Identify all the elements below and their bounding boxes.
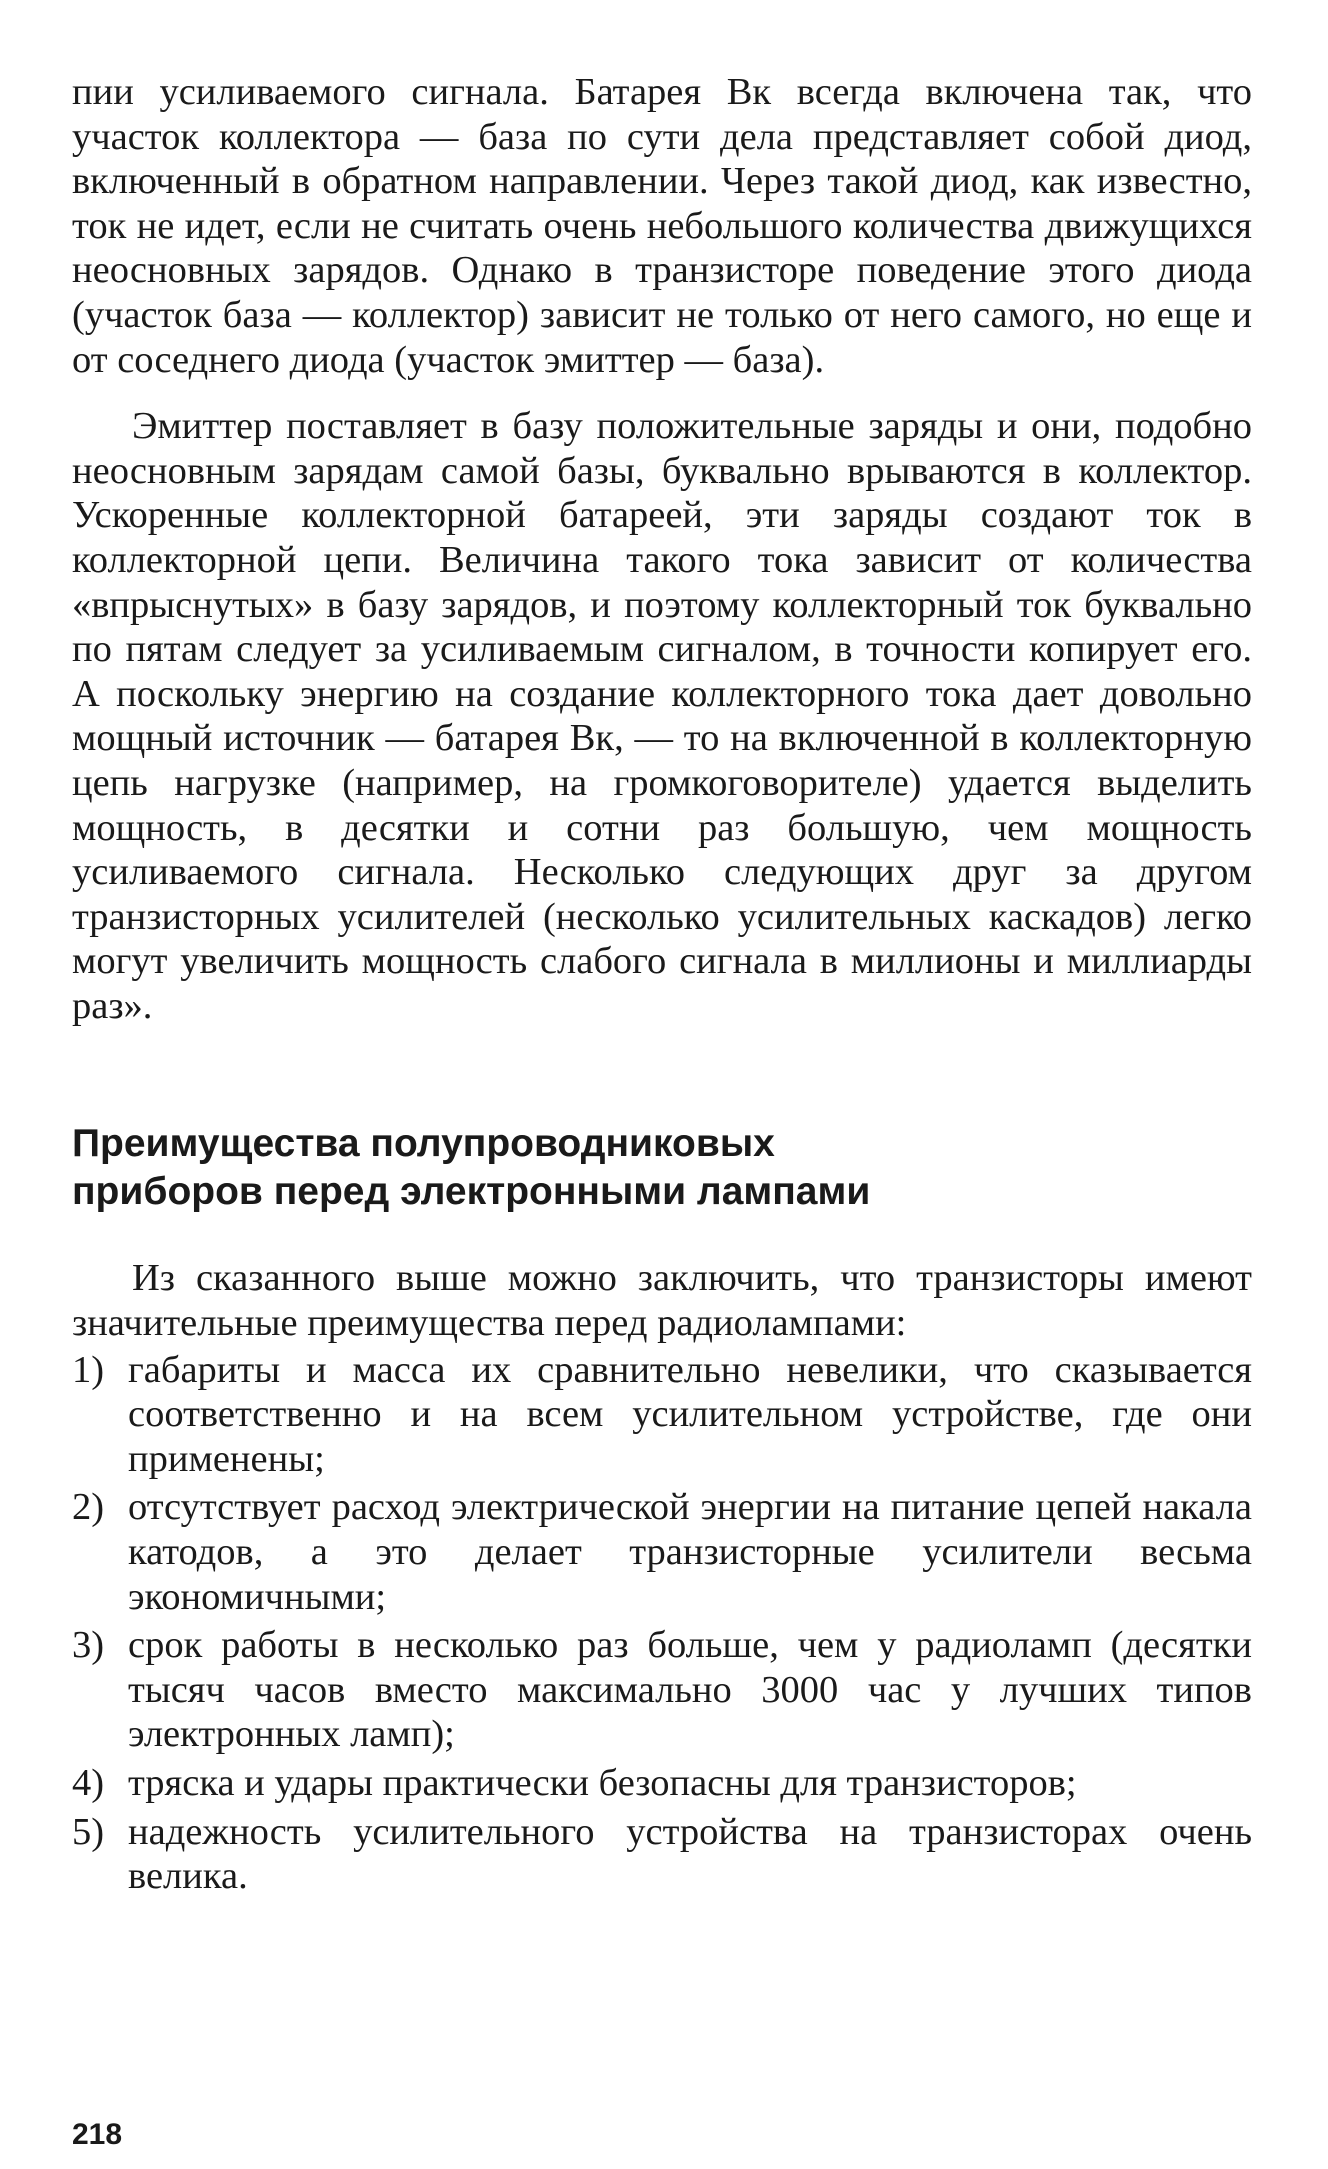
list-item (72, 1810, 1252, 1899)
section-heading: Преимущества полупроводниковых приборов перед электронными лампами (72, 1122, 871, 1214)
list-item-text: габариты и масса их сравнительно невелики, что сказывается соответственно и на всем усилительном устройстве, где они применены; (128, 1348, 1252, 1480)
list-item-number: 4) (72, 1762, 105, 1804)
list-item-text: срок работы в несколько раз больше, чем у радиоламп (десятки тысяч часов вместо максимально 3000 час у лучших типов электронных ламп); (128, 1624, 1252, 1756)
list-item-text: надежность усилительного устройства на транзисторах очень велика. (128, 1810, 1252, 1898)
list-item-number: 2) (72, 1486, 105, 1529)
page-number: 218 (72, 2118, 123, 2151)
section-intro: Из сказанного выше можно заключить, что транзисторы имеют значительные преимущества перед радиолампами: (72, 1257, 1252, 1345)
paragraph-2: Эмиттер поставляет в базу положительные заряды и они, подобно неосновным зарядам самой базы, буквально врываются в коллектор. Ускоренные коллекторной батареей, эти заряды создают ток в коллекторной цепи. Величина такого тока зависит от количества «впрыснутых» в базу зарядов, и поэтому коллекторный ток буквально по пятам следует за усиливаемым сигналом, в точности копирует его. А поскольку энергию на создание коллекторного тока дает довольно мощный источник — батарея Bк, — то на включенной в коллекторную цепь нагрузке (например, на громкоговорителе) удается выделить мощность, в десятки и сотни раз большую, чем мощность усиливаемого сигнала. Несколько следующих друг за другом транзисторных усилителей (несколько усилительных каскадов) легко могут увеличить мощность слабого сигнала в миллионы и миллиарды раз». (72, 405, 1252, 1027)
list-item-text: тряска и удары практически безопасны для транзисторов; (128, 1762, 1077, 1804)
list-item (72, 1348, 1252, 1482)
list-item-text: отсутствует расход электрической энергии на питание цепей накала катодов, а это делает транзисторные усилители весьма экономичными; (128, 1486, 1252, 1618)
list-item (72, 1761, 1252, 1806)
page-body (72, 70, 1252, 1903)
paragraph-1: пии усиливаемого сигнала. Батарея Bк всегда включена так, что участок коллектора — база по сути дела представляет собой диод, включенный в обратном направлении. Через такой диод, как известно, ток не идет, если не считать очень небольшого количества движущихся неосновных зарядов. Однако в транзисторе поведение этого диода (участок база — коллектор) зависит не только от него самого, но еще и от соседнего диода (участок эмиттер — база). (72, 71, 1252, 381)
list-item-number: 1) (72, 1348, 105, 1391)
advantages-list (72, 1348, 1252, 1899)
list-item (72, 1623, 1252, 1757)
list-item-number: 3) (72, 1624, 105, 1667)
list-item (72, 1485, 1252, 1619)
list-item-number: 5) (72, 1810, 105, 1853)
